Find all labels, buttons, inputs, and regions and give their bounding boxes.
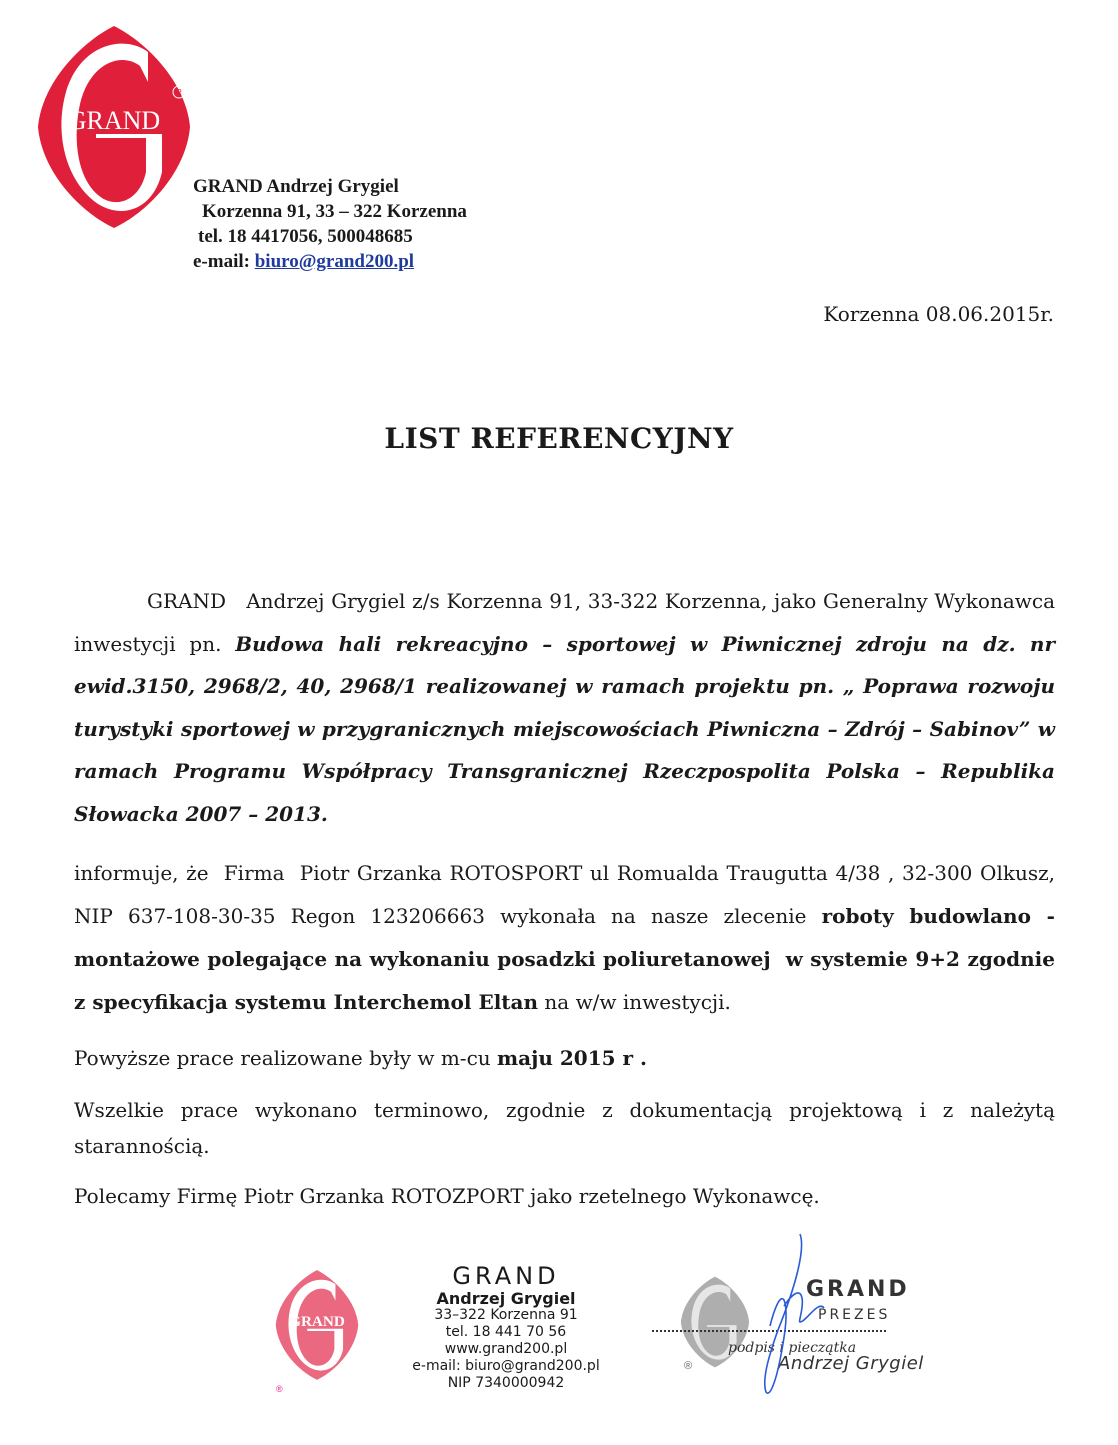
email-link[interactable]: biuro@grand200.pl <box>254 251 415 272</box>
project-description: Budowa hali rekreacyjno – sportowej w Piwnicznej zdroju na dz. nr ewid.3150, 2968/2, 40, 2968/1 realizowanej w ramach projektu pn. „ Poprawa rozwoju turystyki sportowej w przygranicznych miejscowościach Piwniczna – Zdrój – Sabinov” w ramach Programu Współpracy Transgranicznej Rzeczpospolita Polska – Republika Słowacka 2007 – 2013. <box>74 631 1055 826</box>
period-text: Powyższe prace realizowane były w m-cu <box>74 1046 498 1070</box>
contractor-info: informuje, że Firma Piotr Grzanka ROTOSPORT ul Romualda Traugutta 4/38 , 32-300 Olkusz, NIP 637-108-30-35 Regon 123206663 wykonała na nasze zlecenie <box>74 861 1062 928</box>
stamp-email: e-mail: biuro@grand200.pl <box>412 1358 600 1374</box>
stamp-logo <box>274 1268 360 1382</box>
stamp-website: www.grand200.pl <box>444 1341 568 1357</box>
company-address: Korzenna 91, 33 – 322 Korzenna <box>202 201 467 222</box>
paragraph-quality: Wszelkie prace wykonano terminowo, zgodnie z dokumentacją projektową i z należytą starannością. <box>74 1098 1055 1158</box>
work-scope-tail: na w/w inwestycji. <box>538 990 731 1014</box>
signature-role: PREZES <box>818 1307 891 1323</box>
stamp-registered-mark: ® <box>276 1384 283 1394</box>
stamp-logo-text: GRAND <box>289 1313 345 1331</box>
handwritten-signature <box>740 1230 830 1400</box>
grand-logo <box>36 22 192 232</box>
period-value: maju 2015 r . <box>497 1046 647 1070</box>
company-phone: tel. 18 4417056, 500048685 <box>198 226 413 247</box>
stamp-title: GRAND <box>452 1262 560 1290</box>
logo-text: GRAND <box>67 106 161 135</box>
signature-caption: podpis i pieczątka <box>728 1340 857 1356</box>
company-email-line <box>193 249 467 274</box>
svg-text:R: R <box>176 88 182 97</box>
stamp-address: 33–322 Korzenna 91 <box>434 1307 578 1323</box>
work-scope: roboty budowlano - montażowe polegające na wykonaniu posadzki poliuretanowej w systemie 9+2 zgodnie z specyfikacja systemu Interchemol Eltan <box>74 904 1062 1014</box>
company-name: GRAND Andrzej Grygiel <box>193 176 399 197</box>
signature-registered-mark: ® <box>684 1360 693 1372</box>
letterhead <box>193 174 467 274</box>
page-title: LIST REFERENCYJNY <box>384 422 734 455</box>
paragraph-period <box>74 1040 1055 1076</box>
letter-date: Korzenna 08.06.2015r. <box>823 302 1054 326</box>
paragraph-recommendation: Polecamy Firmę Piotr Grzanka ROTOZPORT jako rzetelnego Wykonawcę. <box>74 1184 820 1208</box>
stamp-phone: tel. 18 441 70 56 <box>445 1324 567 1340</box>
company-stamp <box>396 1262 616 1392</box>
signature-stamp-title: GRAND <box>806 1277 910 1302</box>
intro-text: GRAND Andrzej Grygiel z/s Korzenna 91, 33-322 Korzenna, jako Generalny Wykonawca inwestycji pn. <box>74 589 1062 656</box>
email-label: e-mail: <box>193 251 255 272</box>
paragraph-contractor <box>74 852 1062 1024</box>
stamp-owner: Andrzej Grygiel <box>436 1289 576 1308</box>
stamp-nip: NIP 7340000942 <box>447 1375 565 1391</box>
signatory-name: Andrzej Grygiel <box>778 1353 924 1374</box>
paragraph-intro <box>74 580 1062 836</box>
